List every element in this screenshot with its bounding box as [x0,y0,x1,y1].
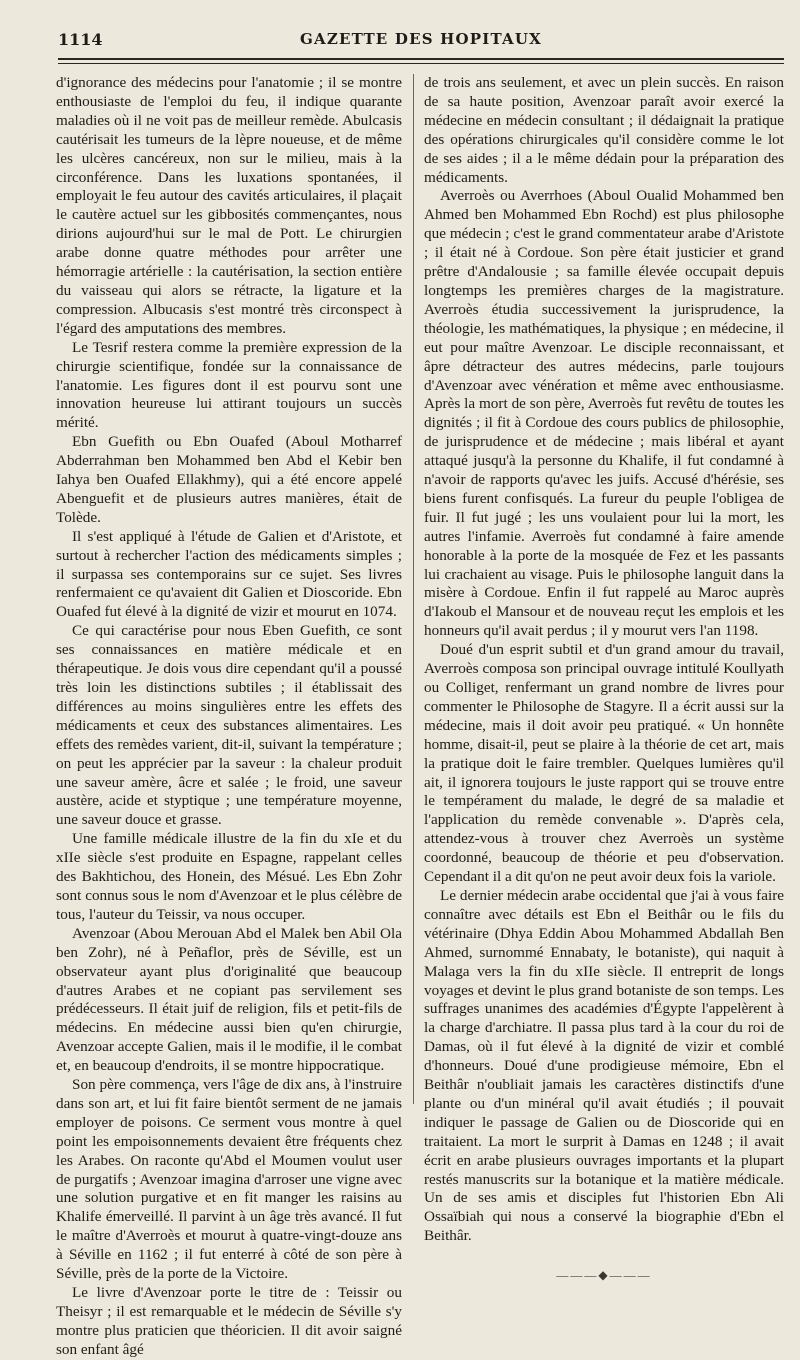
paragraph: Le dernier médecin arabe occidental que j'ai à vous faire connaître avec détails est Ebn el Beithâr ou le fils du vétérinaire (Dhya Eddin Abou Mohammed Abdallah Ben Ahmed, surnommé Ennabaty, le botaniste), qui naquit à Malaga vers la fin du xIIe siècle. Il entreprit de longs voyages et devint le plus grand botaniste de son temps. Les suffrages unanimes des académies d'Égypte l'appelèrent à la charge d'archiatre. Il passa plus tard à la cour du roi de Damas, où il fut élevé à la dignité de vizir et comblé d'honneurs. Doué d'une prodigieuse mémoire, Ebn el Beithâr n'oubliait jamais les caractères distinctifs d'une plante ou d'un minéral qu'il avait étudiés ; il pouvait indiquer le passage de Galien ou de Dioscoride qui en traitaient. La mort le surprit à Damas en 1248 ; il avait écrit en arabe plusieurs ouvrages importants et la plupart restés manuscrits sur la botanique et la matière médicale. Un de ses amis et disciples fut l'historien Ebn Ali Ossaïbiah qui nous a conservé la biographie d'Ebn el Beithâr. [424,886,784,1245]
column-divider [413,74,414,1104]
paragraph: de trois ans seulement, et avec un plein succès. En raison de sa haute position, Avenzoar paraît avoir exercé la médecine en médecin consultant ; il dédaignait la pratique des opérations chirurgicales qu'il considère comme le lot de ses aides ; il a le même dédain pour la préparation des médicaments. [424,74,784,186]
paragraph: Le livre d'Avenzoar porte le titre de : Teissir ou Theisyr ; il est remarquable et le médecin de Séville s'y montre plus praticien que théoricien. Il dit avoir saigné son enfant âgé [56,1284,402,1358]
paragraph: Averroès ou Averrhoes (Aboul Oualid Mohammed ben Ahmed ben Mohammed Ebn Rochd) est plus philosophe que médecin ; c'est le grand commentateur arabe d'Aristote ; il était né à Cordoue. Son père était justicier et grand prêtre d'Andalousie ; sa famille élevée occupait depuis longtemps les premières charges de la magistrature. Averroès étudia successivement la jurisprudence, la théologie, les mathématiques, la physique ; en médecine, il eut pour maître Avenzoar. Le disciple reconnaissant, et âpre détracteur des autres médecins, parle toujours d'Avenzoar avec vénération et même avec enthousiasme. Après la mort de son père, Averroès fut revêtu de toutes les dignités ; il fit à Cordoue des cours publics de philosophie, de jurisprudence et de médecine ; mais libéral et ayant attaqué jusqu'à la personne du Khalife, il fut condamné à n'avoir de rapports qu'avec les juifs. Accusé d'hérésie, ses biens furent confisqués. La fureur du peuple l'obligea de fuir. Il fut jugé ; les uns voulaient pour lui la mort, les autres l'infamie. Averroès fut condamné à faire amende honorable à la porte de la mosquée de Fez et les passants lui crachaient au visage. Puis le philosophe languit dans la misère à Cordoue. Enfin il fut rappelé au Maroc auprès d'Iakoub el Mansour et de nouveau reçut les emplois et les honneurs qu'il avait perdus ; il y mourut vers l'an 1198. [424,187,784,640]
paragraph: Doué d'un esprit subtil et d'un grand amour du travail, Averroès composa son principal ouvrage intitulé Koullyath ou Colliget, renfermant un grand nombre de livres pour commenter le Philosophe de Stagyre. Il a écrit aussi sur la médecine, mais il doit avoir peu pratiqué. « Un honnête homme, disait-il, peut se plaire à la théorie de cet art, mais la pratique doit le faire trembler. Quelques lumières qu'il ait, il ignorera toujours le juste rapport qui se trouve entre le tempérament du malade, le degré de sa maladie et l'application du remède convenable ». D'après cela, attendez-vous à trouver chez Averroès un système coordonné, beaucoup de théorie et peu d'observation. Cependant il a dit qu'on ne peut avoir deux fois la variole. [424,641,784,886]
paragraph: Il s'est appliqué à l'étude de Galien et d'Aristote, et surtout à rechercher l'action des médicaments simples ; il surpassa ses contemporains sur ce sujet. Ses livres renfermaient ce qu'avaient dit Galien et Dioscoride. Ebn Ouafed fut élevé à la dignité de vizir et mourut en 1074. [56,527,402,621]
page-number: 1114 [58,30,103,49]
paragraph: Une famille médicale illustre de la fin du xIe et du xIIe siècle s'est produite en Espagne, rappelant celles des Bakhtichou, des Honein, des Mésué. Les Ebn Zohr sont connus sous le nom d'Avenzoar et le plus célèbre de tous, l'auteur du Teissir, va nous occuper. [56,830,402,923]
paragraph: Le Tesrif restera comme la première expression de la chirurgie scientifique, fondée sur la connaissance de l'anatomie. Les figures dont il est pourvu sont une innovation heureuse lui attirant toujours un succès mérité. [56,338,402,432]
paragraph: Ebn Guefith ou Ebn Ouafed (Aboul Motharref Abderrahman ben Mohammed ben Abd el Kebir ben Iahya ben Ouafed Ellakhmy), qui a été encore appelé Abenguefit et de plusieurs autres manières, était de Tolède. [56,433,402,526]
left-column [56,74,402,1360]
paragraph: d'ignorance des médecins pour l'anatomie ; il se montre enthousiaste de l'emploi du feu, il indique quarante maladies où il ne voit pas de meilleur remède. Abulcasis cautérisait les tumeurs de la lèpre noueuse, et de même les ulcères cancéreux, non sur le milieu, mais à la circonférence. Dans les luxations spontanées, il employait le feu autour des cavités articulaires, il plaçait le cautère actuel sur les gibbosités commençantes, nous dirions aujourd'hui sur le mal de Pott. Le chirurgien arabe donne quatre méthodes pour arrêter une hémorragie artérielle : la cautérisation, la section entière du vaisseau qui alors se rétracte, la ligature et la compression. Albucasis s'est montré très circonspect à l'égard des amputations des membres. [56,74,402,337]
right-column [424,74,784,1285]
end-ornament: ———◆——— [556,1268,652,1283]
journal-title: GAZETTE DES HOPITAUX [299,30,542,48]
header-rule-thin [58,63,784,64]
page-header [58,28,784,52]
paragraph: Ce qui caractérise pour nous Eben Guefith, ce sont ses connaissances en matière médicale et en thérapeutique. Je dois vous dire cependant qu'il a poussé très loin les distinctions subtiles ; il établissait des différences au moins singulières entre les effets des médicaments et ceux des substances alimentaires. Les effets des remèdes varient, dit-il, suivant la température ; on peut les apprécier par la saveur : la chaleur produit une saveur amère, âcre et salée ; le froid, une saveur austère, acide et styptique ; une température moyenne, une saveur douce et grasse. [56,622,402,829]
paragraph: Son père commença, vers l'âge de dix ans, à l'instruire dans son art, et lui fit faire bientôt serment de ne jamais employer de poisons. Ce serment vous montre à quel point les empoisonnements devaient être fréquents chez les Arabes. On raconte qu'Abd el Moumen voulut user de purgatifs ; Avenzoar imagina d'arroser une vigne avec une solution purgative et en fit manger les raisins au Khalife émerveillé. Il parvint à un âge très avancé. Il fut le maître d'Averroès et mourut à quatre-vingt-douze ans à Séville en 1162 ; il fut enterré à côté de son père à Séville, près de la porte de la Victoire. [56,1076,402,1283]
paragraph: Avenzoar (Abou Merouan Abd el Malek ben Abil Ola ben Zohr), né à Peñaflor, près de Séville, est un observateur ayant plus d'originalité que beaucoup d'autres Arabes et ne copiant pas servilement ses prédécesseurs. Il était juif de religion, fils et petit-fils de médecins. En médecine aussi bien qu'en chirurgie, Avenzoar accepte Galien, mais il le modifie, il le combat et, en beaucoup d'endroits, il se montre hippocratique. [56,924,402,1075]
header-rule [58,58,784,60]
